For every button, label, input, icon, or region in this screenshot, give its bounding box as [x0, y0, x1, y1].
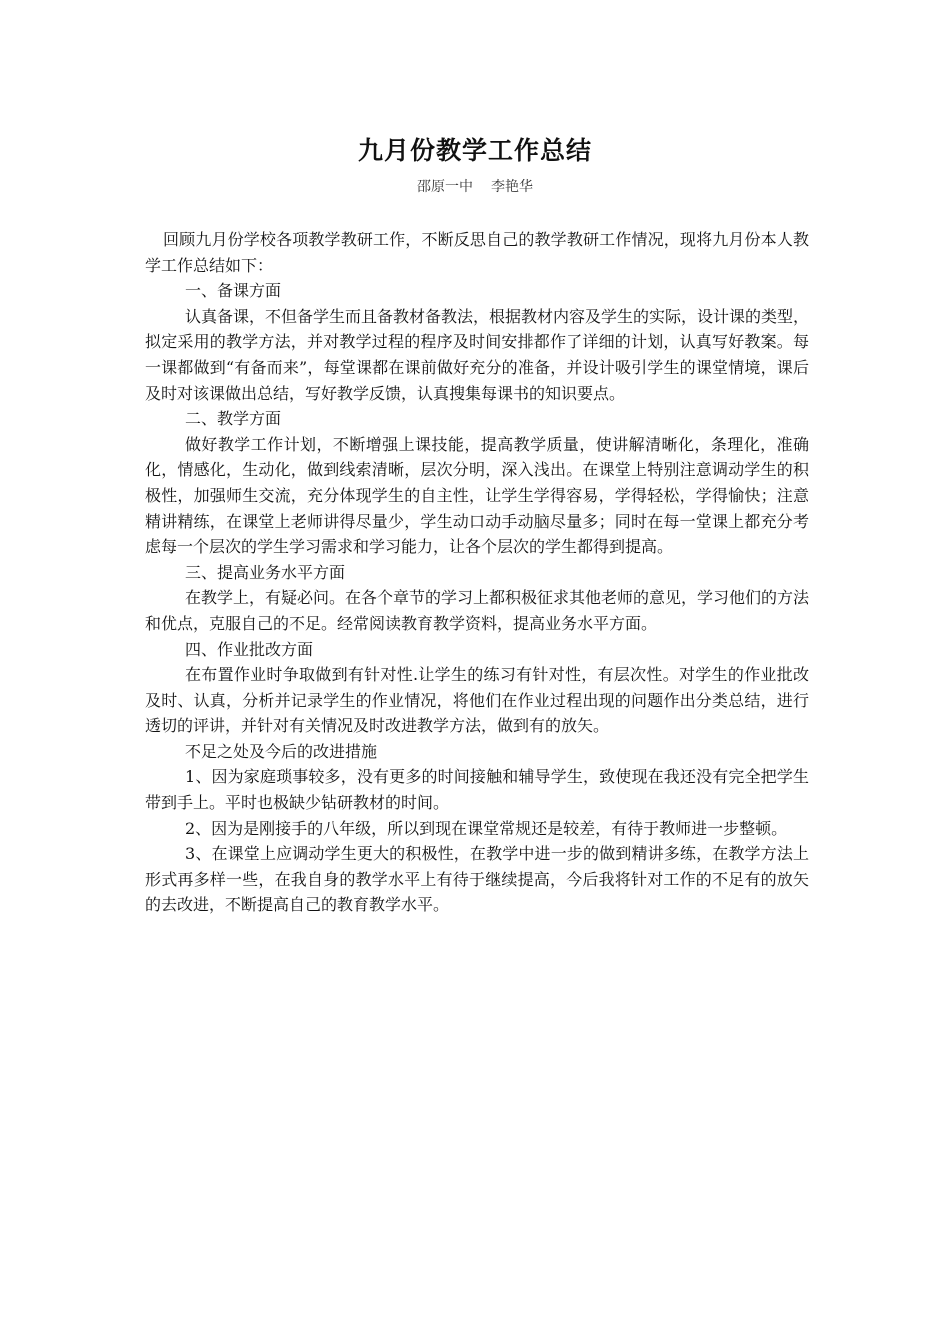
section-heading-improvements: 不足之处及今后的改进措施 [185, 741, 378, 761]
section-heading-homework: 四、作业批改方面 [185, 639, 314, 659]
paragraph-lesson-prep: 认真备课，不但备学生而且备教材备教法，根据教材内容及学生的实际，设计课的类型，拟定采用的教学方法，并对教学过程的程序及时间安排都作了详细的计划，认真写好教案。每一课都做到“有备而来”，每堂课都在课前做好充分的准备，并设计吸引学生的课堂情境，课后及时对该课做出总结，写好教学反馈，认真搜集每课书的知识要点。 [145, 306, 810, 403]
author-name: 李艳华 [491, 179, 533, 195]
section-heading-lesson-prep: 一、备课方面 [185, 281, 282, 301]
document-title: 九月份教学工作总结 [357, 136, 592, 165]
paragraph-homework: 在布置作业时争取做到有针对性.让学生的练习有针对性，有层次性。对学生的作业批改及时、认真，分析并记录学生的作业情况，将他们在作业过程出现的问题作出分类总结，进行透切的评讲，并针对有关情况及时改进教学方法，做到有的放矢。 [145, 665, 809, 736]
intro-paragraph: 回顾九月份学校各项教学教研工作，不断反思自己的教学教研工作情况，现将九月份本人教学工作总结如下： [145, 230, 809, 275]
paragraph-professional-level: 在教学上，有疑必问。在各个章节的学习上都积极征求其他老师的意见，学习他们的方法和优点，克服自己的不足。经常阅读教育教学资料，提高业务水平方面。 [145, 588, 810, 633]
byline [0, 177, 950, 197]
document-body [145, 227, 809, 918]
paragraph-teaching: 做好教学工作计划，不断增强上课技能，提高教学质量，使讲解清晰化，条理化，准确化，情感化，生动化，做到线索清晰，层次分明，深入浅出。在课堂上特别注意调动学生的积极性，加强师生交流，充分体现学生的自主性，让学生学得容易，学得轻松，学得愉快；注意精讲精练，在课堂上老师讲得尽量少，学生动口动手动脑尽量多；同时在每一堂课上都充分考虑每一个层次的学生学习需求和学习能力，让各个层次的学生都得到提高。 [145, 434, 809, 557]
improvement-item-2: 2、因为是刚接手的八年级，所以到现在课堂常规还是较差，有待于教师进一步整顿。 [185, 818, 788, 838]
school-name: 邵原一中 [417, 179, 473, 195]
improvement-item-1: 1、因为家庭琐事较多，没有更多的时间接触和辅导学生，致使现在我还没有完全把学生带到手上。平时也极缺少钻研教材的时间。 [145, 767, 809, 813]
improvement-item-3: 3、在课堂上应调动学生更大的积极性，在教学中进一步的做到精讲多练，在教学方法上形式再多样一些，在我自身的教学水平上有待于继续提高，今后我将针对工作的不足有的放矢的去改进，不断提高自己的教育教学水平。 [145, 844, 809, 915]
section-heading-teaching: 二、教学方面 [185, 409, 282, 429]
section-heading-professional-level: 三、提高业务水平方面 [185, 562, 346, 582]
